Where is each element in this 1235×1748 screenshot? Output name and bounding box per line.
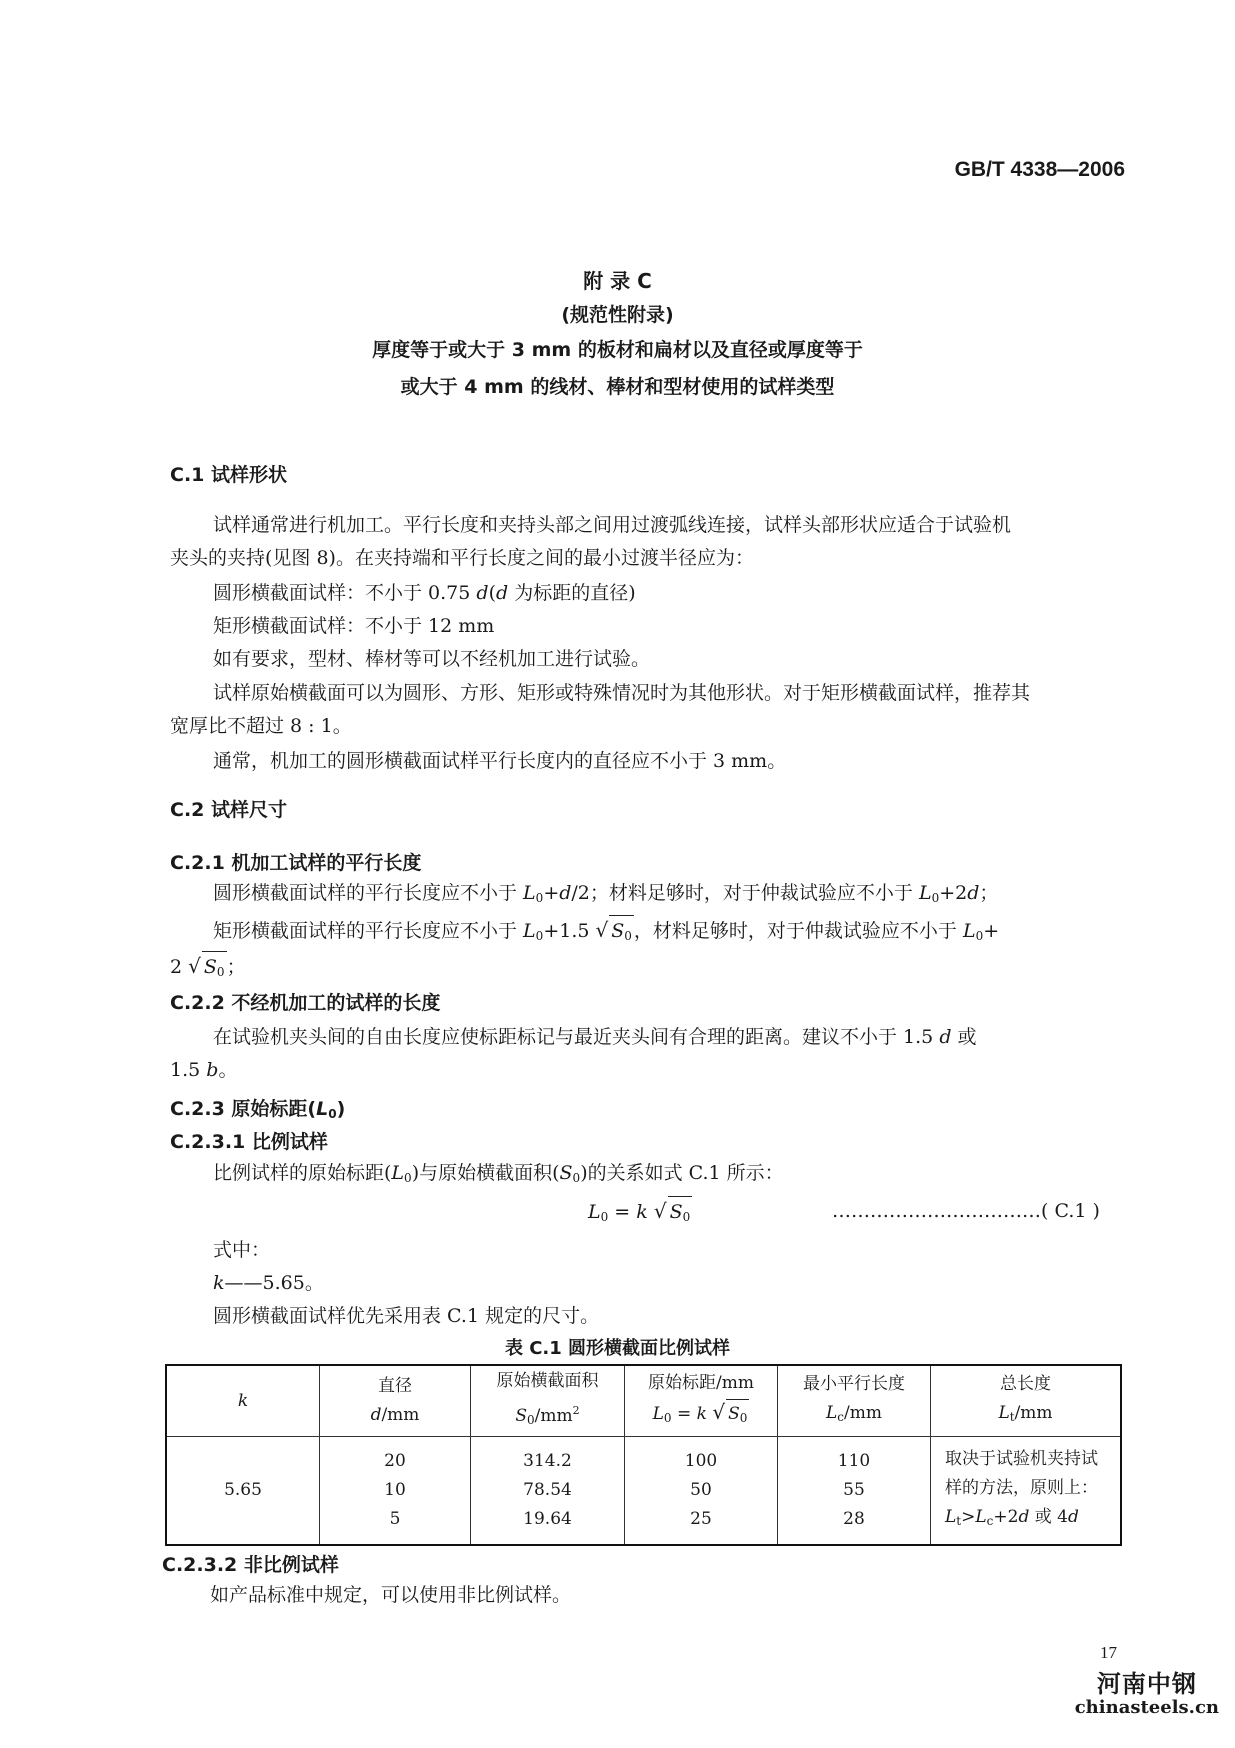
header-parallel-length: 最小平行长度 $L_c/mm$ xyxy=(778,1365,931,1437)
page-number: 17 xyxy=(1100,1643,1117,1662)
header-total-length: 总长度 $L_t/mm$ xyxy=(931,1365,1122,1437)
cell-d-row3: 5 xyxy=(389,1508,401,1529)
cell-l0-row2: 50 xyxy=(690,1479,712,1500)
c232-heading: C.2.3.2 非比例试样 xyxy=(162,1554,339,1576)
section-c1-heading: C.1 试样形状 xyxy=(170,464,287,486)
cell-total-length xyxy=(931,1437,1122,1545)
c1-profile-note: 如有要求，型材、棒材等可以不经机加工进行试验。 xyxy=(213,648,651,670)
total-length-line2: 样的方法，原则上： xyxy=(945,1477,1098,1498)
watermark-site: chinasteels.cn xyxy=(1074,1697,1219,1718)
appendix-title-line1: 厚度等于或大于 3 mm 的板材和扁材以及直径或厚度等于 xyxy=(372,339,863,361)
cell-s0-row3: 19.64 xyxy=(523,1508,572,1529)
section-c2-heading: C.2 试样尺寸 xyxy=(170,799,287,821)
standard-number: GB/T 4338—2006 xyxy=(954,158,1125,181)
formula-c1: $L_0 = k$ √ $S_0$ xyxy=(588,1196,692,1232)
table-preference-note: 圆形横截面试样优先采用表 C.1 规定的尺寸。 xyxy=(213,1305,600,1327)
cell-areas xyxy=(471,1437,625,1545)
cell-lc-row1: 110 xyxy=(837,1450,871,1471)
watermark-brand: 河南中钢 xyxy=(1096,1670,1197,1698)
c1-round-radius: 圆形横截面试样：不小于 0.75 d(d 为标距的直径) xyxy=(213,582,636,604)
cell-k-value: 5.65 xyxy=(166,1437,320,1545)
watermark-logo xyxy=(1075,1664,1219,1718)
c21-rect-length: 矩形横截面试样的平行长度应不小于 $L_0+1.5$ √ $S_0$ ，材料足够时，对于仲裁试验应不小于 $L_0+$ xyxy=(213,915,999,951)
c21-rect-length-cont: 2 √ $S_0$ ； xyxy=(170,951,246,987)
c22-heading: C.2.2 不经机加工的试样的长度 xyxy=(170,992,441,1014)
cell-lc-row3: 28 xyxy=(843,1508,865,1529)
c22-paragraph-line2: 1.5 b。 xyxy=(170,1059,238,1081)
c23-heading: C.2.3 原始标距$(L_0)$ xyxy=(170,1098,346,1121)
cell-d-row1: 20 xyxy=(384,1450,406,1471)
c22-paragraph-line1: 在试验机夹头间的自由长度应使标距标记与最近夹头间有合理的距离。建议不小于 1.5 d 或 xyxy=(213,1026,977,1048)
header-area: 原始横截面积 $S_0/mm^2$ xyxy=(471,1365,625,1437)
cell-d-row2: 10 xyxy=(384,1479,406,1500)
c232-paragraph: 如产品标准中规定，可以使用非比例试样。 xyxy=(210,1584,572,1606)
c21-heading: C.2.1 机加工试样的平行长度 xyxy=(170,852,422,874)
cell-parallel-lengths xyxy=(778,1437,931,1545)
appendix-nature: (规范性附录) xyxy=(561,304,674,326)
cell-lc-row2: 55 xyxy=(843,1479,865,1500)
k-definition: k——5.65。 xyxy=(213,1272,324,1294)
c231-heading: C.2.3.1 比例试样 xyxy=(170,1131,328,1153)
header-diameter: 直径 d/mm xyxy=(320,1365,471,1437)
cell-diameters xyxy=(320,1437,471,1545)
cell-l0-row3: 25 xyxy=(690,1508,712,1529)
c21-round-length: 圆形横截面试样的平行长度应不小于 $L_0+d/2$；材料足够时，对于仲裁试验应不小于 $L_0+2d$； xyxy=(213,882,999,905)
c1-paragraph-line2: 夹头的夹持(见图 8)。在夹持端和平行长度之间的最小过渡半径应为： xyxy=(170,547,754,569)
total-length-line1: 取决于试验机夹持试 xyxy=(945,1448,1098,1469)
c1-paragraph-line1: 试样通常进行机加工。平行长度和夹持头部之间用过渡弧线连接，试样头部形状应适合于试验机 xyxy=(213,514,1012,536)
cell-s0-row1: 314.2 xyxy=(523,1450,572,1471)
c231-paragraph: 比例试样的原始标距$(L_0)$与原始横截面积$(S_0)$的关系如式 C.1 所示： xyxy=(213,1162,784,1185)
c1-rect-radius: 矩形横截面试样：不小于 12 mm xyxy=(213,615,495,637)
cell-gauge-lengths xyxy=(625,1437,778,1545)
table-c1 xyxy=(165,1364,1122,1546)
c1-diameter-note: 通常，机加工的圆形横截面试样平行长度内的直径应不小于 3 mm。 xyxy=(213,750,787,772)
cell-l0-row1: 100 xyxy=(684,1450,718,1471)
table-body-row xyxy=(166,1437,1121,1545)
header-k: k xyxy=(166,1365,320,1437)
formula-number: ……………………………( C.1 ) xyxy=(832,1200,1100,1222)
appendix-label: 附 录 C xyxy=(583,269,652,293)
total-length-line3: $L_t>L_c+2d$ 或 4d xyxy=(945,1506,1079,1528)
c1-shape-line2: 宽厚比不超过 8 : 1。 xyxy=(170,715,352,737)
cell-s0-row2: 78.54 xyxy=(523,1479,572,1500)
table-caption: 表 C.1 圆形横截面比例试样 xyxy=(504,1338,731,1359)
header-gauge-length: 原始标距/mm $L_0 = k$ √ $S_0$ xyxy=(625,1365,778,1437)
where-label: 式中： xyxy=(213,1239,271,1261)
appendix-title-line2: 或大于 4 mm 的线材、棒材和型材使用的试样类型 xyxy=(400,376,835,398)
c1-shape-line1: 试样原始横截面可以为圆形、方形、矩形或特殊情况时为其他形状。对于矩形横截面试样，推荐其 xyxy=(213,682,1031,704)
table-header-row xyxy=(166,1365,1121,1437)
